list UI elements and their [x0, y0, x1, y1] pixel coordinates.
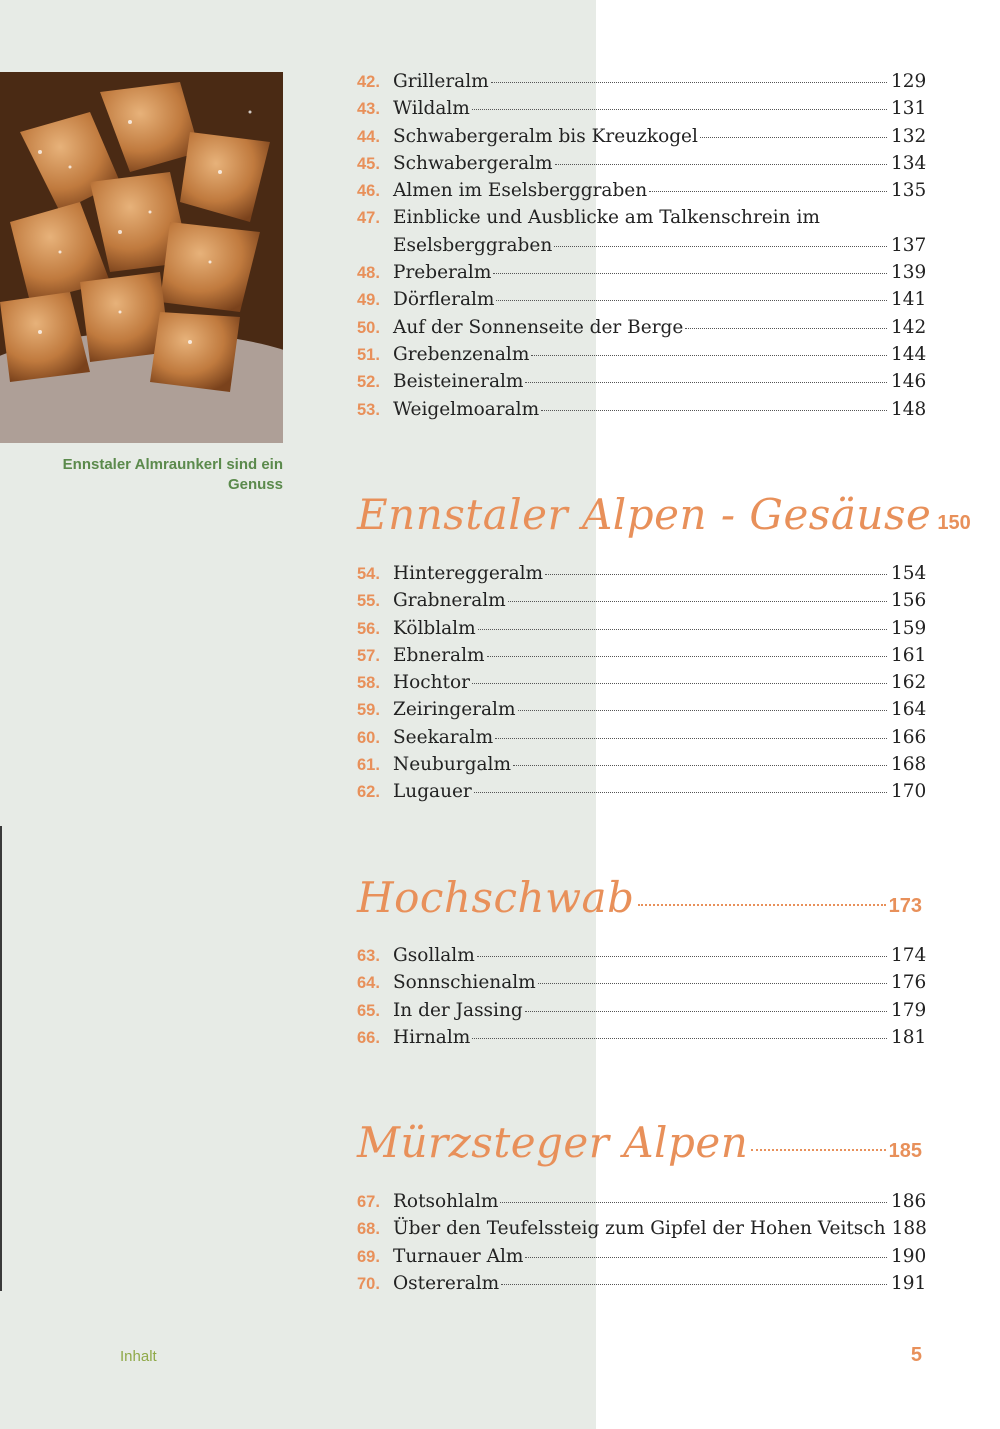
toc-entry[interactable] [357, 204, 927, 259]
leader-dots [478, 629, 887, 630]
entry-page: 161 [891, 644, 927, 666]
entry-page: 191 [891, 1272, 927, 1294]
toc-entry[interactable] [357, 751, 927, 778]
entry-page: 148 [891, 398, 927, 420]
leader-dots [472, 683, 887, 684]
entry-page: 142 [891, 316, 927, 338]
entry-title: Gsollalm [393, 945, 475, 966]
leader-dots [700, 137, 887, 138]
entry-page: 139 [891, 262, 927, 284]
toc-entry[interactable] [357, 587, 927, 614]
entry-title: Ebneralm [393, 644, 485, 666]
section-page: 173 [888, 895, 922, 917]
toc-entry[interactable] [357, 669, 927, 696]
entry-number: 46. [357, 182, 380, 201]
entry-number: 57. [357, 646, 380, 665]
entry-page: 134 [891, 152, 927, 174]
leader-dots [472, 1038, 887, 1039]
entry-page: 181 [891, 1026, 927, 1048]
entry-title: Einblicke und Ausblicke am Talkenschrein im [393, 207, 820, 229]
entry-title: Preberalm [393, 262, 492, 284]
entry-number: 56. [357, 619, 380, 638]
entry-title: Hintereggeralm [393, 563, 544, 584]
toc-entry[interactable] [357, 1270, 927, 1297]
entry-page: 174 [891, 945, 927, 966]
toc-group-3 [357, 942, 927, 1051]
entry-page: 190 [891, 1245, 927, 1267]
toc-entry[interactable] [357, 1188, 927, 1215]
entry-number: 52. [357, 373, 380, 392]
entry-page: 162 [891, 672, 927, 694]
leader-dots [501, 1284, 887, 1285]
entry-page: 166 [891, 726, 927, 748]
section-leader-dots [638, 904, 886, 906]
entry-title: Lugauer [393, 781, 472, 803]
entry-title: Ostereralm [393, 1272, 500, 1294]
leader-dots [477, 956, 887, 957]
entry-page: 141 [891, 289, 927, 311]
entry-number: 59. [357, 701, 380, 720]
toc-entry[interactable] [357, 642, 927, 669]
toc-group-4 [357, 1188, 927, 1297]
fried-pastry-photo [0, 72, 283, 443]
toc-entry[interactable] [357, 68, 927, 95]
entry-number: 47. [357, 209, 380, 228]
entry-title: Hirnalm [393, 1026, 471, 1048]
page-edge-line [0, 826, 2, 1291]
entry-title: Beisteineralm [393, 371, 524, 393]
entry-number: 48. [357, 264, 380, 283]
entry-page: 188 [891, 1218, 927, 1240]
entry-title: Grilleralm [393, 71, 489, 92]
leader-dots [472, 109, 887, 110]
photo-caption: Ennstaler Almraunkerl sind ein Genuss [62, 456, 283, 493]
entry-page: 131 [891, 98, 927, 120]
toc-entry[interactable] [357, 259, 927, 286]
toc-entry[interactable] [357, 969, 927, 996]
entry-number: 54. [357, 565, 380, 583]
entry-title: Grebenzenalm [393, 343, 530, 365]
leader-dots [487, 656, 887, 657]
toc-entry[interactable] [357, 778, 927, 805]
toc-entry[interactable] [357, 341, 927, 368]
entry-page: 159 [891, 617, 927, 639]
entry-title: Seekaralm [393, 726, 494, 748]
section-title: Ennstaler Alpen - Gesäuse [357, 490, 932, 539]
section-heading-muerzsteger [357, 1118, 922, 1167]
entry-title: In der Jassing [393, 999, 523, 1021]
leader-dots [649, 191, 887, 192]
toc-entry[interactable] [357, 1243, 927, 1270]
entry-number: 64. [357, 974, 380, 993]
entry-number: 62. [357, 783, 380, 802]
entry-page: 146 [891, 371, 927, 393]
leader-dots [525, 382, 887, 383]
entry-title: Auf der Sonnenseite der Berge [393, 316, 684, 338]
entry-title: Kölblalm [393, 617, 476, 639]
entry-page: 170 [891, 781, 927, 803]
entry-title: Turnauer Alm [393, 1245, 524, 1267]
toc-entry[interactable] [357, 95, 927, 122]
section-title: Hochschwab [357, 873, 635, 922]
toc-group-2 [357, 560, 927, 806]
entry-number: 69. [357, 1247, 380, 1266]
section-page: 150 [937, 512, 971, 534]
section-heading-hochschwab [357, 873, 922, 922]
entry-number: 65. [357, 1001, 380, 1020]
entry-page: 135 [891, 180, 927, 202]
entry-number: 42. [357, 73, 380, 91]
entry-page: 144 [891, 343, 927, 365]
leader-dots [513, 765, 887, 766]
entry-title: Weigelmoaralm [393, 398, 540, 420]
leader-dots [491, 82, 887, 83]
toc-entry[interactable] [357, 150, 927, 177]
entry-number: 61. [357, 756, 380, 775]
toc-entry[interactable] [357, 997, 927, 1024]
leader-dots [518, 710, 887, 711]
entry-title: Wildalm [393, 98, 470, 120]
entry-title: Grabneralm [393, 590, 506, 612]
toc-entry[interactable] [357, 396, 927, 423]
entry-number: 68. [357, 1220, 380, 1239]
entry-number: 51. [357, 345, 380, 364]
leader-dots [554, 246, 887, 247]
section-title: Mürzsteger Alpen [357, 1118, 749, 1167]
leader-dots [545, 574, 887, 575]
entry-page: 156 [891, 590, 927, 612]
leader-dots [525, 1011, 887, 1012]
entry-page: 132 [891, 125, 927, 147]
entry-page: 137 [891, 234, 927, 256]
entry-page: 176 [891, 972, 927, 994]
toc-entry[interactable] [357, 942, 927, 969]
toc-entry[interactable] [357, 724, 927, 751]
entry-title: Neuburgalm [393, 754, 511, 776]
entry-title-continued: Eselsberggraben [393, 234, 553, 256]
leader-dots [541, 410, 887, 411]
entry-title: Schwabergeralm bis Kreuzkogel [393, 125, 698, 147]
toc-entry[interactable] [357, 314, 927, 341]
entry-number: 58. [357, 674, 380, 693]
leader-dots [493, 273, 887, 274]
toc-group-1 [357, 68, 927, 423]
entry-page: 179 [891, 999, 927, 1021]
toc-entry[interactable] [357, 696, 927, 723]
section-leader-dots [751, 1149, 885, 1151]
entry-number: 43. [357, 100, 380, 119]
entry-page: 186 [891, 1191, 927, 1212]
section-page: 185 [888, 1140, 922, 1162]
leader-dots [496, 300, 887, 301]
leader-dots [555, 164, 887, 165]
pastry-illustration [0, 72, 283, 443]
section-heading-ennstaler [357, 490, 971, 539]
entry-number: 66. [357, 1028, 380, 1047]
entry-title: Schwabergeralm [393, 152, 553, 174]
toc-entry[interactable] [357, 1215, 927, 1242]
toc-entry[interactable] [357, 615, 927, 642]
toc-entry[interactable] [357, 286, 927, 313]
entry-page: 154 [891, 563, 927, 584]
entry-number: 45. [357, 154, 380, 173]
footer-label: Inhalt [120, 1348, 157, 1365]
entry-number: 60. [357, 728, 380, 747]
entry-number: 49. [357, 291, 380, 310]
entry-number: 53. [357, 400, 380, 419]
entry-title: Sonnschienalm [393, 972, 536, 994]
leader-dots [531, 355, 887, 356]
entry-page: 164 [891, 699, 927, 721]
entry-number: 44. [357, 127, 380, 146]
leader-dots [538, 983, 887, 984]
toc-entry[interactable] [357, 1024, 927, 1051]
leader-dots [500, 1202, 887, 1203]
leader-dots [508, 601, 887, 602]
leader-dots [685, 328, 887, 329]
leader-dots [495, 738, 887, 739]
leader-dots [525, 1257, 887, 1258]
entry-number: 63. [357, 947, 380, 965]
entry-page: 129 [891, 71, 927, 92]
toc-entry[interactable] [357, 123, 927, 150]
entry-title: Dörfleralm [393, 289, 495, 311]
entry-number: 67. [357, 1193, 380, 1211]
entry-page: 168 [891, 754, 927, 776]
toc-entry[interactable] [357, 368, 927, 395]
entry-number: 70. [357, 1274, 380, 1293]
entry-number: 55. [357, 592, 380, 611]
toc-entry[interactable] [357, 560, 927, 587]
entry-title: Rotsohlalm [393, 1191, 499, 1212]
entry-title: Almen im Eselsberggraben [393, 180, 648, 202]
entry-number: 50. [357, 318, 380, 337]
entry-title: Zeiringeralm [393, 699, 516, 721]
leader-dots [474, 792, 887, 793]
entry-title: Hochtor [393, 672, 470, 694]
toc-entry[interactable] [357, 177, 927, 204]
footer-page-number: 5 [910, 1344, 922, 1366]
entry-title: Über den Teufelssteig zum Gipfel der Hohen Veitsch [393, 1218, 886, 1240]
